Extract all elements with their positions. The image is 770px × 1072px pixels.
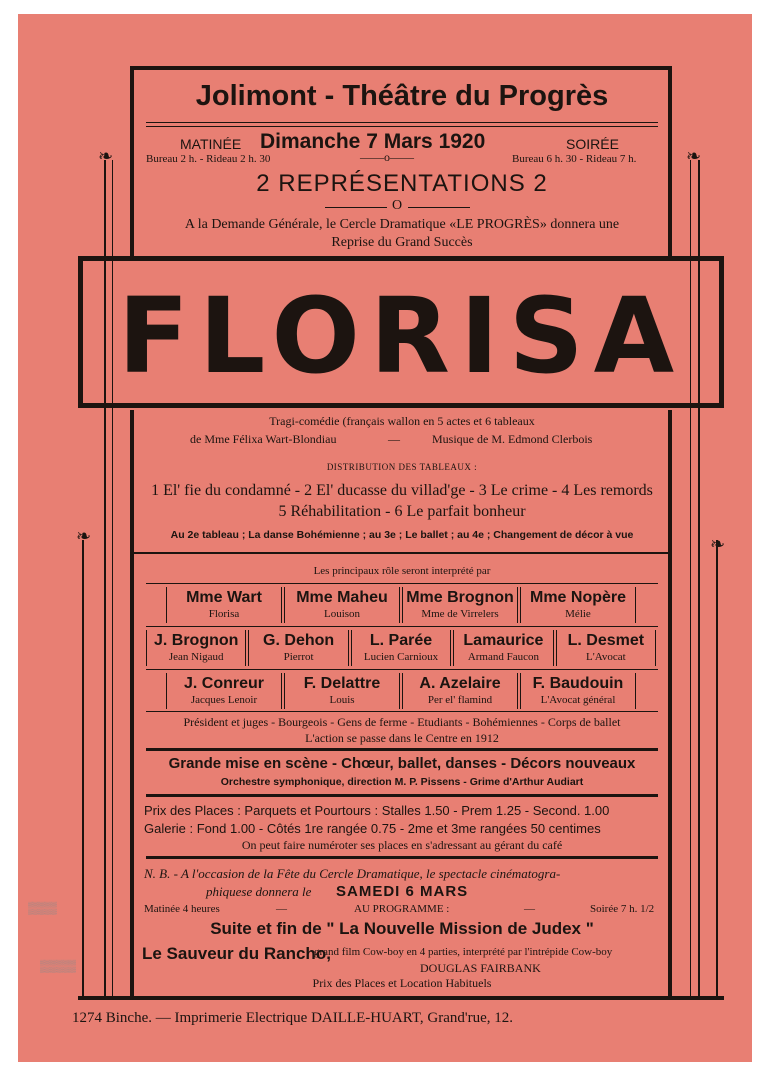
note-line-2-pre: phiquese donnera le [206, 884, 312, 899]
prices-line-1: Prix des Places : Parquets et Pourtours : Stalles 1.50 - Prem 1.25 - Second. 1.00 [144, 803, 610, 818]
section-rule [132, 552, 672, 554]
actor-name: Lamaurice [463, 632, 544, 649]
section-rule [146, 856, 658, 859]
actor-name: Mme Wart [186, 589, 262, 606]
actor-name: Mme Nopère [529, 589, 627, 606]
frame-bottom-rule [78, 996, 724, 1000]
small-divider-icon: ——o—— [360, 150, 414, 164]
cast-cell [520, 673, 636, 709]
role-name: Pierrot [283, 651, 314, 663]
scroll-ornament-icon: ❧ [76, 526, 92, 546]
film-1: Suite et fin de " La Nouvelle Mission de Judex " [210, 919, 594, 938]
tableaux-heading: DISTRIBUTION DES TABLEAUX : [326, 462, 478, 472]
performances-count: 2 REPRÉSENTATIONS 2 [256, 170, 548, 197]
divider-line-right [408, 207, 470, 208]
film-prices: Prix des Places et Location Habituels [312, 976, 492, 990]
play-author: de Mme Félixa Wart-Blondiau [190, 432, 337, 446]
action-setting: L'action se passe dans le Centre en 1912 [305, 731, 499, 745]
cast-heading: Les principaux rôle seront interprété par [313, 565, 491, 577]
cast-cell [453, 630, 553, 666]
tableaux-scenes: Au 2e tableau ; La danse Bohémienne ; au 3e ; Le ballet ; au 4e ; Changement de décor à vue [170, 529, 634, 541]
soiree-times: Bureau 6 h. 30 - Rideau 7 h. [512, 153, 637, 165]
cast-cell [284, 587, 400, 623]
tableaux-line-1: 1 El' fie du condamné - 2 El' ducasse du villad'ge - 3 Le crime - 4 Les remords [151, 482, 653, 499]
actor-name: J. Conreur [183, 675, 264, 692]
actor-name: A. Azelaire [419, 675, 501, 692]
actor-name: F. Delattre [303, 675, 381, 692]
cast-extras: Président et juges - Bourgeois - Gens de ferme - Etudiants - Bohémiennes - Corps de ballet [183, 715, 621, 729]
role-name: Per el' flamind [427, 694, 493, 706]
frame-top-rule [130, 66, 672, 70]
film-2-actor: DOUGLAS FAIRBANK [420, 961, 541, 975]
printer-imprint: 1274 Binche. — Imprimerie Electrique DAILLE-HUART, Grand'rue, 12. [72, 1010, 513, 1026]
scroll-ornament-icon: ❧ [710, 534, 726, 554]
dash-icon: — [524, 903, 535, 915]
film-2-description: grand film Cow-boy en 4 parties, interprété par l'intrépide Cow-boy [314, 946, 613, 958]
section-rule [146, 794, 658, 797]
actor-name: L. Parée [369, 632, 433, 649]
role-name: Jacques Lenoir [190, 694, 258, 706]
cast-cell [166, 587, 282, 623]
cast-cell [284, 673, 400, 709]
role-name: L'Avocat général [540, 694, 616, 706]
soiree-label: SOIRÉE [566, 136, 619, 152]
note-matinee: Matinée 4 heures [144, 903, 220, 915]
role-name: Louison [323, 608, 361, 620]
title-box [78, 256, 724, 408]
role-name: Louis [329, 694, 355, 706]
dash-icon: — [276, 903, 287, 915]
actor-name: G. Dehon [263, 632, 335, 649]
venue-underline [146, 122, 658, 123]
cast-rule [146, 626, 658, 627]
matinee-label: MATINÉE [180, 136, 242, 152]
actor-name: L. Desmet [567, 632, 645, 649]
actor-name: Mme Maheu [296, 589, 388, 606]
note-line-1: N. B. - A l'occasion de la Fête du Cercle Dramatique, le spectacle cinématogra- [144, 866, 561, 881]
role-name: Mme de Virrelers [421, 608, 499, 620]
matinee-times: Bureau 2 h. - Rideau 2 h. 30 [146, 153, 271, 165]
cast-cell [166, 673, 282, 709]
film-2-title: Le Sauveur du Rancho, [142, 944, 331, 963]
role-name: Armand Faucon [467, 651, 540, 663]
role-name: L'Avocat [586, 651, 626, 663]
actor-name: F. Baudouin [532, 675, 624, 692]
cast-rule [146, 669, 658, 670]
role-name: Lucien Carnioux [363, 651, 439, 663]
side-post-left-outer [82, 540, 84, 998]
cast-cell [248, 630, 348, 666]
faded-stamp-mark: ▒▒▒▒▒ [40, 960, 77, 974]
venue-underline-2 [146, 126, 658, 127]
cast-cell [402, 587, 518, 623]
intro-line-2: Reprise du Grand Succès [331, 235, 473, 250]
section-rule [146, 748, 658, 751]
cast-row-2 [146, 630, 658, 666]
cast-cell [402, 673, 518, 709]
faded-stamp-mark: ▒▒▒▒ [28, 902, 57, 916]
production-line-2: Orchestre symphonique, direction M. P. Pissens - Grime d'Arthur Audiart [220, 776, 584, 788]
venue-title: Jolimont - Théâtre du Progrès [195, 80, 609, 112]
cast-row-1 [166, 587, 638, 623]
actor-name: J. Brognon [153, 632, 239, 649]
note-programme: AU PROGRAMME : [354, 903, 450, 915]
cast-rule [146, 711, 658, 712]
cast-cell [146, 630, 246, 666]
actor-name: Mme Brognon [406, 589, 514, 606]
performance-date: Dimanche 7 Mars 1920 [260, 130, 486, 153]
prices-line-3: On peut faire numéroter ses places en s'adressant au gérant du café [241, 838, 563, 852]
production-line-1: Grande mise en scène - Chœur, ballet, danses - Décors nouveaux [168, 755, 636, 772]
side-post-right-outer [716, 540, 718, 998]
prices-line-2: Galerie : Fond 1.00 - Côtés 1re rangée 0.75 - 2me et 3me rangées 50 centimes [144, 821, 601, 836]
note-soiree: Soirée 7 h. 1/2 [590, 903, 655, 915]
scroll-ornament-icon: ❧ [686, 146, 702, 166]
play-music: Musique de M. Edmond Clerbois [432, 432, 593, 446]
dash-icon: — [388, 432, 400, 446]
role-name: Mélie [565, 608, 591, 620]
cast-row-3 [166, 673, 638, 709]
cast-cell [520, 587, 636, 623]
cast-rule [146, 583, 658, 584]
tableaux-line-2: 5 Réhabilitation - 6 Le parfait bonheur [278, 503, 526, 520]
play-genre: Tragi-comédie (français wallon en 5 actes et 6 tableaux [269, 414, 535, 428]
note-saturday-date: SAMEDI 6 MARS [336, 883, 469, 900]
cast-cell [556, 630, 656, 666]
role-name: Jean Nigaud [168, 651, 224, 663]
circle-divider-icon: O [392, 198, 403, 213]
divider-line-left [325, 207, 387, 208]
cast-cell [351, 630, 451, 666]
scroll-ornament-icon: ❧ [98, 146, 114, 166]
play-title: FLORISA [117, 275, 685, 397]
role-name: Florisa [208, 608, 240, 620]
intro-line-1: A la Demande Générale, le Cercle Dramatique «LE PROGRÈS» donnera une [184, 217, 620, 232]
